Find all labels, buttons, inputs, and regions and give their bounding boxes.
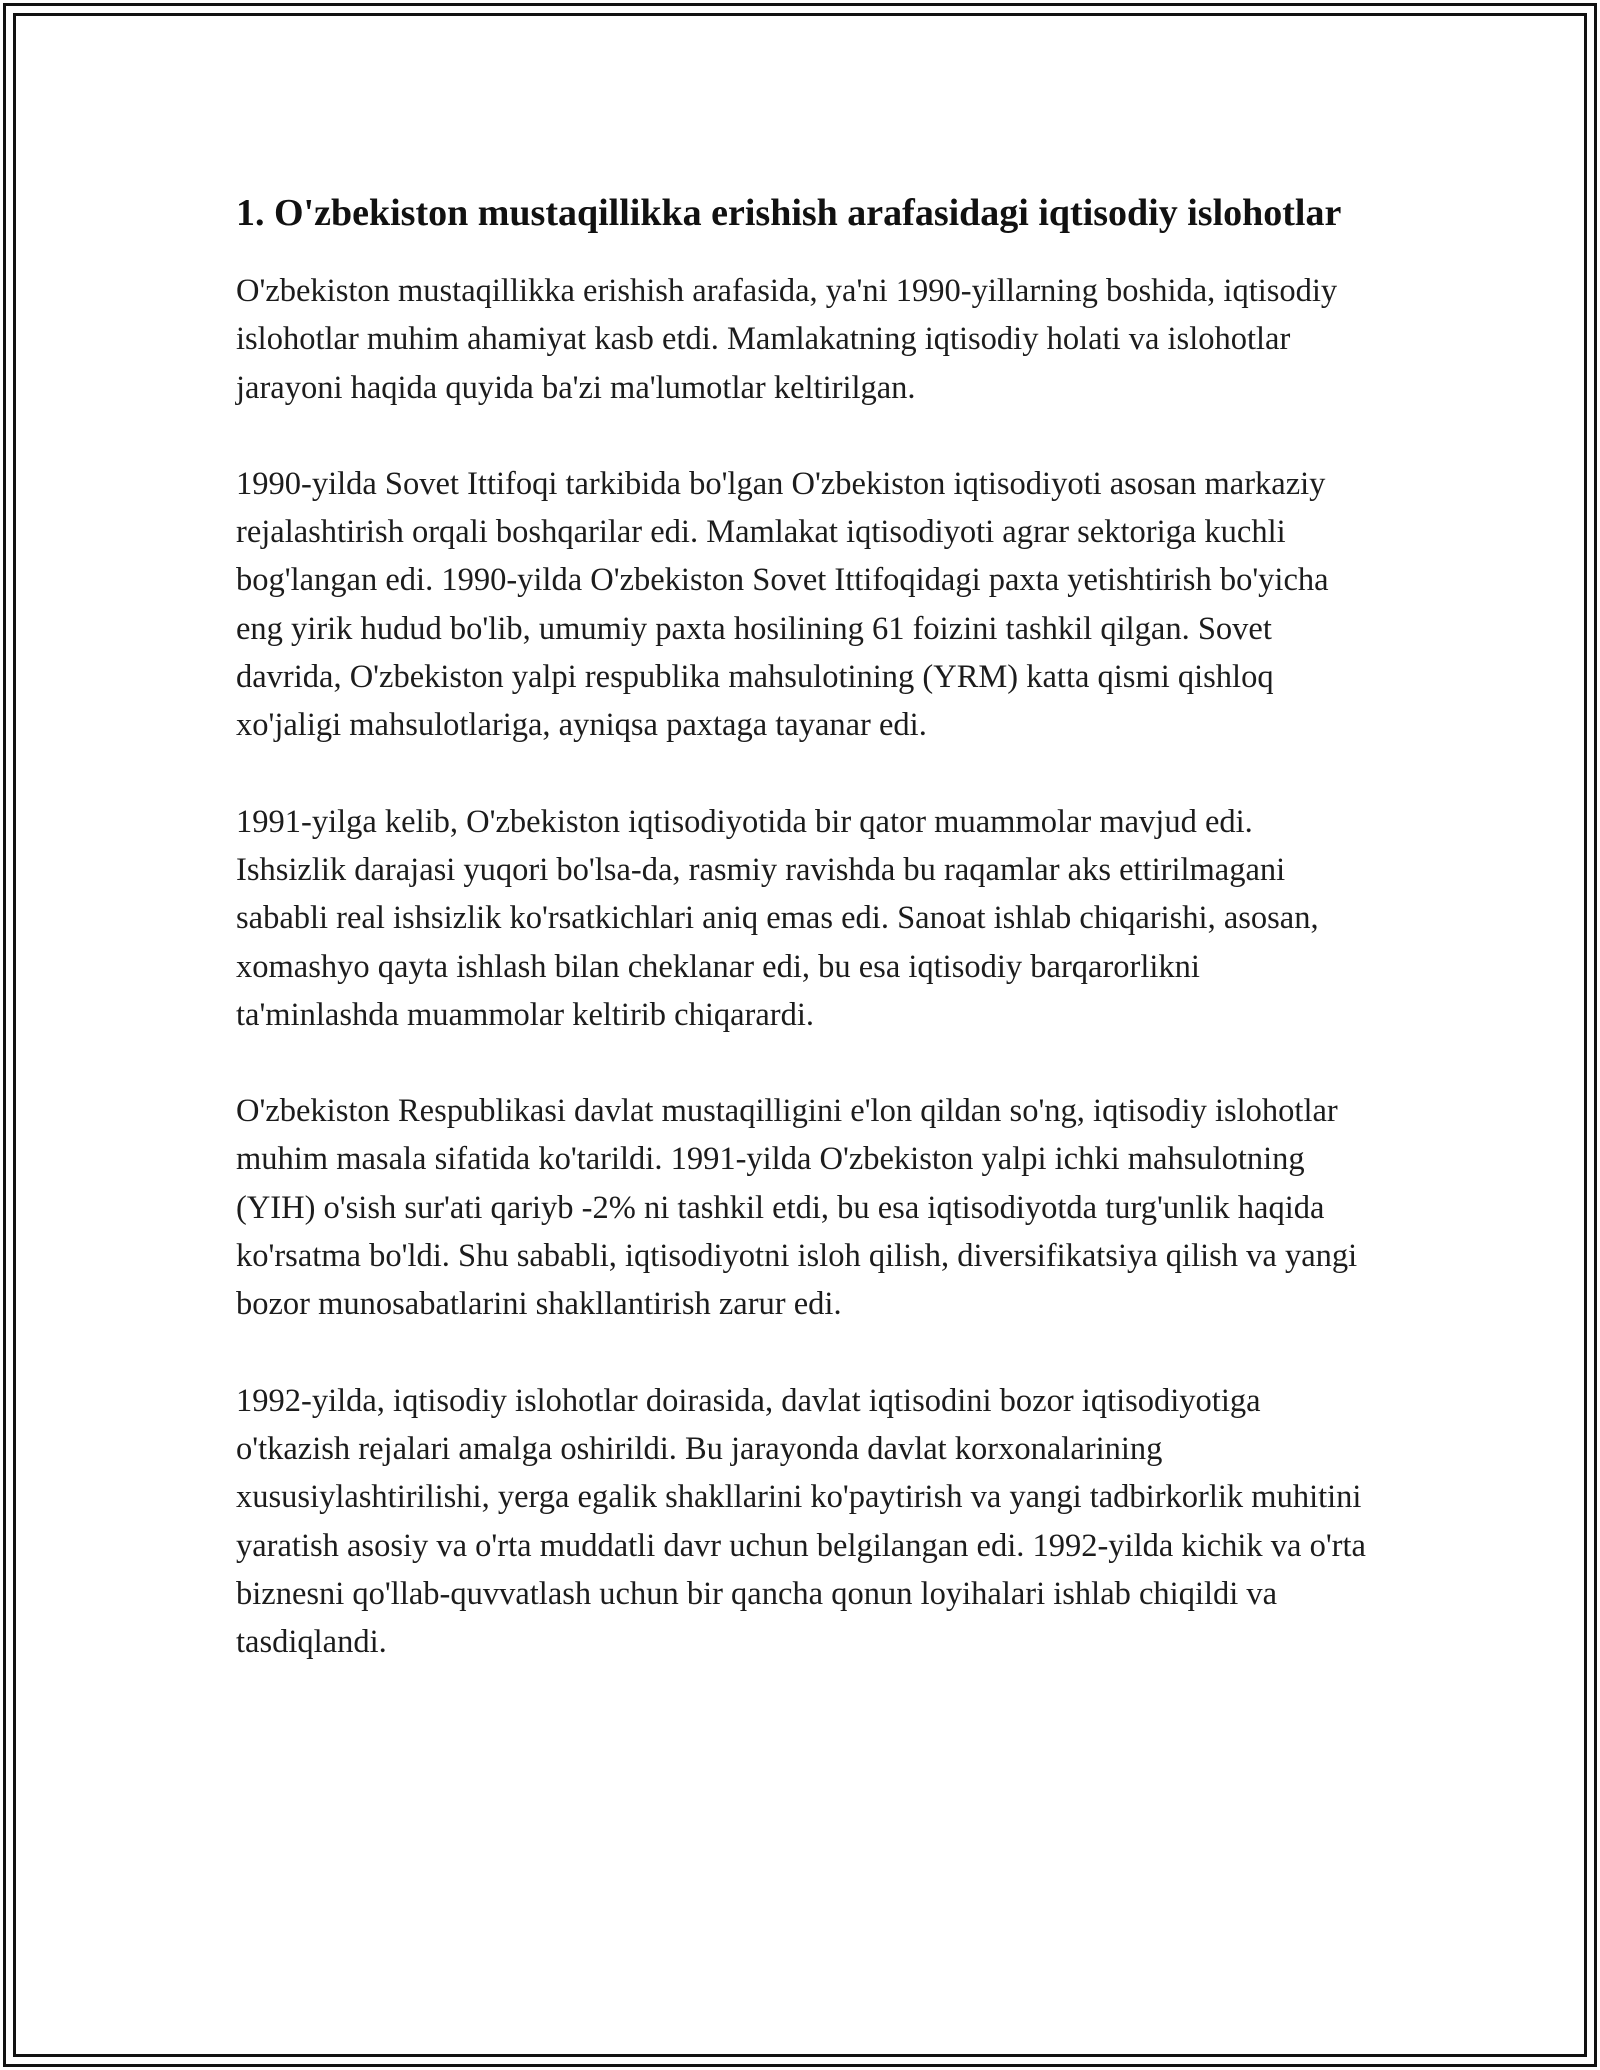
paragraph-4: O'zbekiston Respublikasi davlat mustaqilligini e'lon qildan so'ng, iqtisodiy islohotlar muhim masala sifatida ko'tarildi. 1991-yilda O'zbekiston yalpi ichki mahsulotning (YIH) o'sish sur'ati qariyb -2% ni tashkil etdi, bu esa iqtisodiyotda turg'unlik haqida ko'rsatma bo'ldi. Shu sababli, iqtisodiyotni isloh qilish, diversifikatsiya qilish va yangi bozor munosabatlarini shakllantirish zarur edi.	[236, 1093, 1358, 1323]
paragraph-2: 1990-yilda Sovet Ittifoqi tarkibida bo'lgan O'zbekiston iqtisodiyoti asosan markaziy rejalashtirish orqali boshqarilar edi. Mamlakat iqtisodiyoti agrar sektoriga kuchli bog'langan edi. 1990-yilda O'zbekiston Sovet Ittifoqidagi paxta yetishtirish bo'yicha eng yirik hudud bo'lib, umumiy paxta hosilining 61 foizini tashkil qilgan. Sovet davrida, O'zbekiston yalpi respublika mahsulotining (YRM) katta qismi qishloq xo'jaligi mahsulotlariga, ayniqsa paxtaga tayanar edi.	[236, 465, 1329, 744]
document-title: 1. O'zbekiston mustaqillikka erishish arafasidagi iqtisodiy islohotlar	[236, 192, 1342, 234]
paragraph-1: O'zbekiston mustaqillikka erishish arafasida, ya'ni 1990-yillarning boshida, iqtisodiy islohotlar muhim ahamiyat kasb etdi. Mamlakatning iqtisodiy holati va islohotlar jarayoni haqida quyida ba'zi ma'lumotlar keltirilgan.	[236, 273, 1338, 406]
paragraph-3: 1991-yilga kelib, O'zbekiston iqtisodiyotida bir qator muammolar mavjud edi. Ishsizlik darajasi yuqori bo'lsa-da, rasmiy ravishda bu raqamlar aks ettirilmagani sababli real ishsizlik ko'rsatkichlari aniq emas edi. Sanoat ishlab chiqarishi, asosan, xomashyo qayta ishlash bilan cheklanar edi, bu esa iqtisodiy barqarorlikni ta'minlashda muammolar keltirib chiqarardi.	[236, 803, 1319, 1033]
paragraph-5: 1992-yilda, iqtisodiy islohotlar doirasida, davlat iqtisodini bozor iqtisodiyotiga o'tkazish rejalari amalga oshirildi. Bu jarayonda davlat korxonalarining xususiylashtirilishi, yerga egalik shakllarini ko'paytirish va yangi tadbirkorlik muhitini yaratish asosiy va o'rta muddatli davr uchun belgilangan edi. 1992-yilda kichik va o'rta biznesni qo'llab-quvvatlash uchun bir qancha qonun loyihalari ishlab chiqildi va tasdiqlandi.	[236, 1382, 1366, 1661]
document-body	[236, 186, 1366, 1714]
